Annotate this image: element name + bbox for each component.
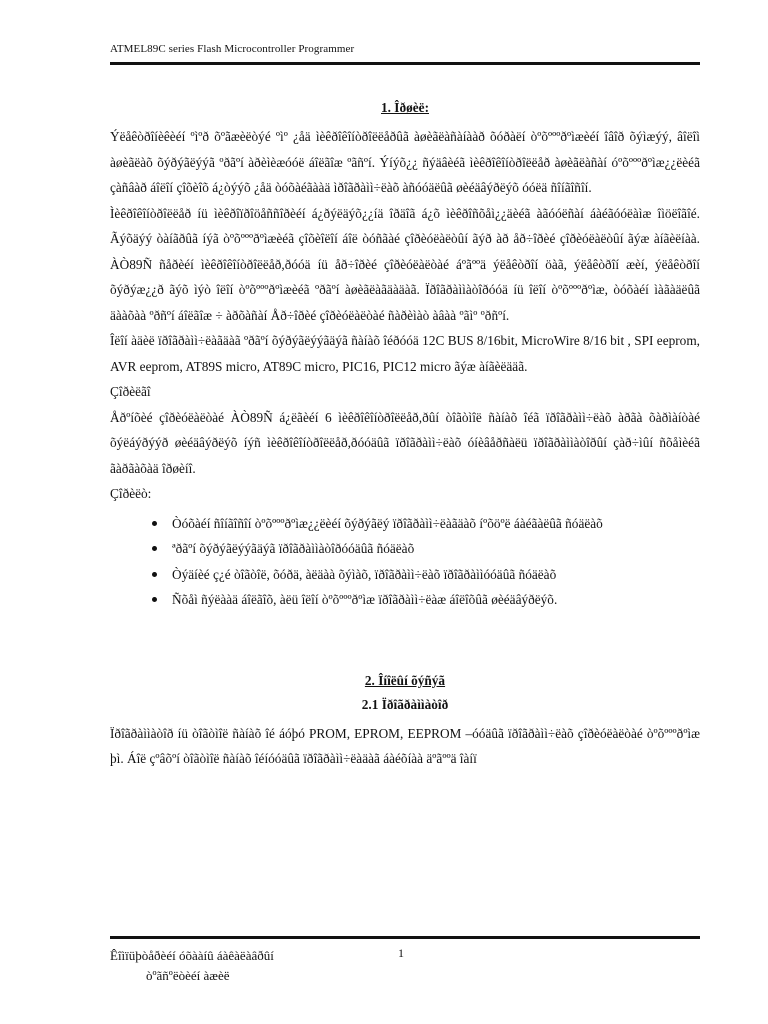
objectives-list [110,511,700,613]
bullet-icon [152,546,157,551]
footer-line-1: Êîìïüþòåðèéí óõààíû áàêàëàâðûí [110,948,274,963]
footer-rule [110,936,700,939]
bullet-icon [152,572,157,577]
list-item [172,587,700,613]
header-rule [110,62,700,65]
list-item [172,511,700,537]
list-item-text: Òóõàéí ñîíãîñîí òºõºººðºìæ¿¿ëèéí õýðýãëý ïðîãðàìì÷ëàãäàõ íºõöºë áàéãàëûã ñóäëàõ [172,515,603,531]
list-item [172,562,700,588]
section2-subtitle: 2.1 Ïðîãðàììàòîð [361,696,449,712]
bullet-icon [152,521,157,526]
page-content [110,100,700,772]
objectives-label: Çîðèëò: [110,486,152,501]
section1-paragraph-1: Ýëåêòðîíèêèéí ºìºð õºãæèëòýé ºìº ¿åä ìèêðîêîíòðîëëåðûã àøèãëàñàíààð õóðàëí òºõºººðºìæèéí îâîð õýìæýý, âîëîì àøèãëàõ õýðýãëýýã ºðãºí àðèìèæóóë áîëãîæ ºãñºí. Ýíýõ¿¿ ñýäâèéã ìèêðîêîíòðîëëåð àøèãëàñàí óºõºººðºìæ¿¿ëèéã çàñâàð áîëîí çîõèîõ á¿òýýõ ¿åä òóõàéãààä ìðîãðàìì÷ëàõ àñóóäëûã øèéäâýðëýõ óóëä ñîíãîñîí. [110,129,700,195]
list-item-text: Òýäíèé ç¿é òîãòîë, õóðä, àëäàà õýìàõ, ïðîãðàìì÷ëàõ ïðîãðàììóóäûã ñóäëàõ [172,566,557,582]
list-item-text: Ñõåì ñýëààä áîëãîõ, àëü îëîí òºõºººðºìæ ïðîãðàìì÷ëàæ áîëîõûã øèéäâýðëýõ. [172,592,558,607]
section1-paragraph-2: Ìèêðîêîíòðîëëåð íü ìèêðîïðîöåññîðèéí á¿ðýëäýõ¿¿íä îðäîã á¿õ ìèêðîñõåì¿¿äèéã àãóóëñàí áàéãóóëàìæ îìöëîãîé. Ãýõäýý òàíãðûã íýã òºõºººðºìæèéã çîõèîëîí áîë òóñãàé çîðèóëàëòûí ãýð àð åð÷îðèé çîðèóëàëòûí ãýæ àíãèëíàà. ÀÒ89Ñ ñåðèéí ìèêðîêîíòðîëëåð,ðóóä íü åð÷îðèé çîðèóëàëòàé áºãººä ýëåêòðîí öàã, ýëåêòðîí æèí, ýëåêòðîí õýðýæ¿¿ð ãýõ ìýò îëîí òºõºººðºìæèéã ºðãºí àøèãëàãäàäàã. Ïðîãðàììàòîðóóä íü îëîí òºõºººðºìæ, òóõàéí ìàãàäëûã äààõàà ºðñºí áîëãîæ ÷ àðõàñàí Åð÷îðèé çîðèóëàëòàé ñàðèìàò àâàà ºãìº ºðñºí. [110,205,700,323]
list-item-text: ªðãºí õýðýãëýýãäýã ïðîãðàììàòîðóóäûã ñóäëàõ [172,541,415,556]
footer-text [110,946,274,986]
section2-paragraph: Ïðîãðàììàòîð íü òîãòìîë ñàíàõ îé áóþó PROM, EPROM, EEPROM –óóäûã ïðîãðàìì÷ëàõ çîðèóëàëòàé òºõºººðºìæ þì. Áîë çºâõºí òîãòìîë ñàíàõ îéíóóäûã ïðîãðàìì÷ëàäàã áàéõíàà äºãººä îàíï [110,725,700,766]
footer-line-2: òºãñºëòèéí àæèë [146,968,230,983]
page-number: 1 [398,946,404,960]
list-item [172,536,700,562]
bullet-icon [152,597,157,602]
section2-title: 2. Îíîëûí õýñýã [364,672,446,688]
goal-label: Çîðèëãî [110,384,151,399]
goal-paragraph: Åðºíõèé çîðèóëàëòàé ÀÒ89Ñ á¿ëãèéí 6 ìèêðîêîíòðîëëåð,ðûí òîãòìîë ñàíàõ îéã ïðîãðàìì÷ëàõ àðãà õàðìàíòàé õýëáýðýýð øèéäâýðëýõ íýñ ìèêðîêîíòðîëëåð,ðóóäûã ïðîãðàìì÷ëàõ óíèâåðñàëü ïðîãðàììàòîðûí çàð÷ìûí ñõåìèéã ãàðãàõàä îðøèíî. [110,409,700,476]
page-header: ATMEL89C series Flash Microcontroller Programmer [110,43,355,55]
section1-title: 1. Îðøèë: [381,100,429,115]
protocols-paragraph: Îëîí àäèë ïðîãðàìì÷ëàãäàã ºðãºí õýðýãëýýãäýã ñàíàõ îéðóóä 12C BUS 8/16bit, MicroWire 8/16 bit , SPI eeprom, AVR eeprom, AT89S micro, AT89C micro, PIC16, PIC12 micro ãýæ àíãèëääã. [110,333,700,374]
